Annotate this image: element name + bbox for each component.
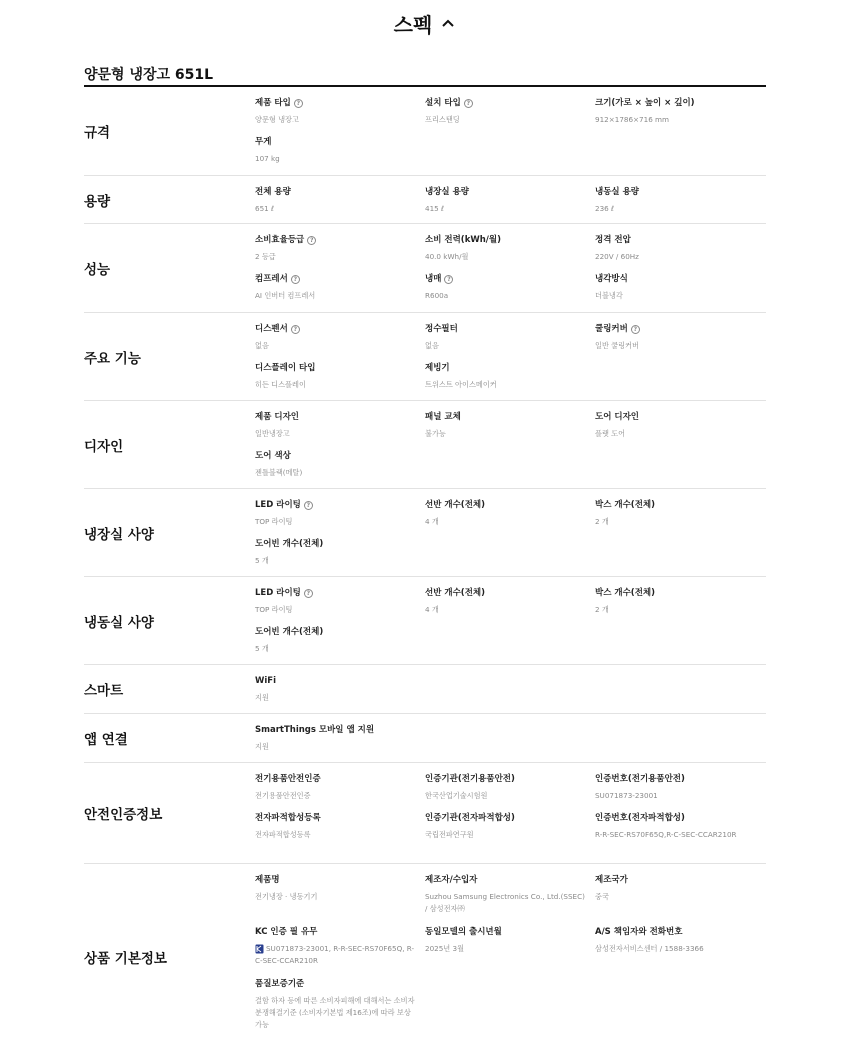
spec-label-text: 냉각방식: [595, 274, 628, 284]
spec-value-text: 912×1786×716 mm: [595, 115, 670, 124]
spec-value: [255, 790, 417, 802]
spec-grid: [255, 185, 765, 224]
spec-value: [425, 891, 587, 915]
spec-label: [255, 537, 425, 551]
spec-item: [255, 272, 425, 311]
spec-label: [595, 272, 765, 286]
spec-item: [255, 96, 425, 135]
spec-label: [595, 410, 765, 424]
spec-label: [255, 135, 425, 149]
spec-label: [255, 272, 425, 286]
spec-label-text: 인증기관(전자파적합성): [425, 813, 515, 823]
spec-value-text: 없음: [255, 341, 269, 350]
spec-value: [595, 428, 757, 440]
spec-value-text: 4 개: [425, 605, 439, 614]
spec-item: [595, 96, 765, 135]
spec-label: [595, 322, 765, 336]
spec-item: [255, 498, 425, 537]
spec-value-text: R-R-SEC-RS70F65Q,R-C-SEC-CCAR210R: [595, 830, 737, 839]
spec-label: [425, 873, 595, 887]
spec-title: 스펙: [393, 12, 433, 37]
spec-label: [255, 586, 425, 600]
spec-value: [595, 251, 757, 263]
info-icon[interactable]: ?: [304, 589, 313, 598]
spec-value-text: 전기냉장 · 냉동기기: [255, 892, 318, 901]
spec-section: [84, 313, 766, 401]
spec-value: [255, 203, 417, 215]
spec-item: [255, 135, 425, 174]
spec-item: [255, 233, 425, 272]
spec-label: [255, 625, 425, 639]
section-title: 규격: [84, 125, 111, 141]
spec-label: [255, 811, 425, 825]
spec-label: [595, 586, 765, 600]
spec-item: [255, 625, 425, 664]
spec-value: [595, 829, 757, 841]
spec-value-text: 히든 디스플레이: [255, 380, 306, 389]
spec-item: [255, 322, 425, 361]
spec-label-text: 소비효율등급: [255, 235, 305, 245]
spec-item: [255, 185, 425, 224]
spec-value-text: 양문형 냉장고: [255, 115, 299, 124]
spec-item: [595, 586, 765, 625]
spec-value-text: 중국: [595, 892, 609, 901]
spec-label-text: 박스 개수(전체): [595, 588, 655, 598]
spec-item: [425, 96, 595, 135]
spec-section: [84, 714, 766, 763]
spec-label-text: 냉매: [425, 274, 442, 284]
spec-item: [425, 185, 595, 224]
spec-label: [255, 410, 425, 424]
spec-value-text: SU071873-23001: [595, 791, 658, 800]
spec-value-text: 236 ℓ: [595, 204, 614, 213]
info-icon[interactable]: ?: [304, 501, 313, 510]
spec-label-text: 도어 색상: [255, 451, 291, 461]
spec-label-text: A/S 책임자와 전화번호: [595, 927, 683, 937]
info-icon[interactable]: ?: [294, 99, 303, 108]
spec-section: [84, 763, 766, 864]
spec-value-text: R600a: [425, 291, 449, 300]
spec-item: [425, 811, 595, 850]
model-title: 양문형 냉장고 651L: [84, 67, 214, 83]
spec-label: [255, 723, 425, 737]
spec-label: [425, 498, 595, 512]
spec-value-text: AI 인버터 컴프레서: [255, 291, 316, 300]
spec-grid: [255, 723, 765, 762]
spec-label-text: SmartThings 모바일 앱 지원: [255, 725, 375, 735]
spec-item: [255, 537, 425, 576]
spec-label: [425, 586, 595, 600]
spec-value-text: 한국산업기술시험원: [425, 791, 488, 800]
spec-grid: [255, 873, 765, 1029]
spec-value: [425, 428, 587, 440]
spec-grid: [255, 498, 765, 576]
spec-item: [595, 925, 765, 977]
spec-label: [255, 233, 425, 247]
spec-value: [255, 943, 417, 967]
spec-label: [595, 811, 765, 825]
spec-grid: [255, 772, 765, 850]
spec-value: [425, 790, 587, 802]
spec-value: [255, 741, 417, 753]
info-icon[interactable]: ?: [464, 99, 473, 108]
spec-label-text: 인증번호(전자파적합성): [595, 813, 685, 823]
spec-value-text: 40.0 kWh/월: [425, 252, 469, 261]
spec-label-text: 전체 용량: [255, 187, 291, 197]
spec-value-text: 결함 하자 등에 따른 소비자피해에 대해서는 소비자분쟁해결기준 (소비자기본법 제16조)에 따라 보상가능: [255, 996, 415, 1029]
spec-value: [255, 340, 417, 352]
spec-value-text: 2 개: [595, 517, 609, 526]
spec-item: [255, 723, 425, 762]
spec-value-text: 지원: [255, 693, 269, 702]
spec-value: [255, 114, 417, 126]
spec-label-text: 제빙기: [425, 363, 450, 373]
spec-value-text: 일반냉장고: [255, 429, 290, 438]
section-title: 스마트: [84, 683, 124, 699]
spec-value-text: 삼성전자서비스센터 / 1588-3366: [595, 944, 704, 953]
section-title: 주요 기능: [84, 350, 141, 367]
info-icon[interactable]: ?: [631, 325, 640, 334]
spec-label-text: 전기용품안전인증: [255, 774, 321, 784]
spec-label-text: 냉장실 용량: [425, 187, 470, 197]
spec-toggle[interactable]: [0, 8, 850, 38]
spec-sections: [84, 87, 766, 1049]
info-icon[interactable]: ?: [307, 236, 316, 245]
spec-label: [425, 410, 595, 424]
section-title: 용량: [84, 193, 111, 210]
spec-label-text: 디스플레이 타입: [255, 363, 316, 373]
spec-value: [255, 995, 417, 1031]
spec-label: [255, 977, 425, 991]
spec-value-text: 불가능: [425, 429, 446, 438]
spec-item: [425, 272, 595, 311]
spec-label: [425, 233, 595, 247]
spec-label: [595, 873, 765, 887]
spec-item: [255, 811, 425, 850]
spec-label-text: LED 라이팅: [255, 500, 301, 510]
spec-value-text: 프리스탠딩: [425, 115, 460, 124]
spec-value-text: 4 개: [425, 517, 439, 526]
spec-value: [425, 290, 587, 302]
spec-label-text: 패널 교체: [425, 412, 461, 422]
spec-label-text: 소비 전력(kWh/월): [425, 235, 501, 245]
spec-item: [425, 873, 595, 925]
spec-value-text: 220V / 60Hz: [595, 252, 639, 261]
spec-label-text: 정격 전압: [595, 235, 631, 245]
spec-label: [595, 925, 765, 939]
spec-label-text: LED 라이팅: [255, 588, 301, 598]
spec-label: [425, 272, 595, 286]
spec-value: [425, 379, 587, 391]
spec-item: [255, 674, 425, 713]
spec-label-text: 크기(가로 × 높이 × 깊이): [595, 98, 695, 108]
spec-label-text: 선반 개수(전체): [425, 500, 485, 510]
spec-value: [595, 790, 757, 802]
spec-item: [425, 586, 595, 625]
spec-value: [255, 290, 417, 302]
spec-value: [255, 692, 417, 704]
spec-label: [425, 361, 595, 375]
spec-item: [255, 873, 425, 925]
spec-label-text: 선반 개수(전체): [425, 588, 485, 598]
spec-item: [595, 185, 765, 224]
spec-label-text: 인증기관(전기용품안전): [425, 774, 515, 784]
spec-label: [425, 322, 595, 336]
spec-label: [255, 449, 425, 463]
spec-item: [425, 410, 595, 449]
spec-label-text: 냉동실 용량: [595, 187, 640, 197]
spec-value: [595, 604, 757, 616]
spec-label: [255, 96, 425, 110]
spec-section: [84, 665, 766, 714]
spec-value: [255, 153, 417, 165]
spec-section: [84, 401, 766, 489]
spec-item: [425, 233, 595, 272]
spec-value: [425, 604, 587, 616]
spec-label: [255, 674, 425, 688]
spec-value-text: Suzhou Samsung Electronics Co., Ltd.(SSEC) / 삼성전자㈜: [425, 892, 585, 913]
spec-value: [595, 891, 757, 903]
spec-value-text: 일반 쿨링커버: [595, 341, 639, 350]
spec-label-text: 박스 개수(전체): [595, 500, 655, 510]
spec-item: [595, 410, 765, 449]
spec-item: [425, 772, 595, 811]
spec-label-text: 쿨링커버: [595, 324, 628, 334]
spec-grid: [255, 586, 765, 664]
spec-label-text: 무게: [255, 137, 272, 147]
spec-value-text: TOP 라이팅: [255, 517, 293, 526]
section-title: 냉장실 사양: [84, 526, 154, 543]
spec-label: [255, 185, 425, 199]
spec-section: [84, 864, 766, 1049]
spec-value-text: 전기용품안전인증: [255, 791, 311, 800]
section-title: 안전인증정보: [84, 807, 163, 823]
spec-item: [255, 449, 425, 488]
spec-label-text: 설치 타입: [425, 98, 461, 108]
spec-label: [595, 498, 765, 512]
spec-label-text: 도어빈 개수(전체): [255, 539, 324, 549]
spec-item: [595, 873, 765, 925]
spec-value: [255, 891, 417, 903]
spec-label-text: 제조국가: [595, 875, 628, 885]
spec-value: [255, 829, 417, 841]
spec-item: [255, 410, 425, 449]
spec-item: [255, 586, 425, 625]
spec-value: [595, 203, 757, 215]
spec-item: [425, 498, 595, 537]
spec-grid: [255, 410, 765, 488]
spec-item: [595, 811, 765, 850]
spec-value: [255, 467, 417, 479]
spec-grid: [255, 233, 765, 311]
spec-item: [595, 322, 765, 361]
kc-mark-icon: [255, 944, 264, 954]
spec-label: [255, 772, 425, 786]
spec-value: [255, 379, 417, 391]
spec-item: [425, 925, 595, 977]
spec-value-text: 젠틀블랙(메탈): [255, 468, 303, 477]
spec-label: [595, 772, 765, 786]
spec-value: [255, 643, 417, 655]
spec-grid: [255, 96, 765, 174]
info-icon[interactable]: ?: [444, 275, 453, 284]
spec-label: [595, 233, 765, 247]
spec-item: [595, 772, 765, 811]
spec-label: [255, 322, 425, 336]
spec-label: [255, 873, 425, 887]
spec-label-text: 제조자/수입자: [425, 875, 478, 885]
spec-label-text: 인증번호(전기용품안전): [595, 774, 685, 784]
spec-label-text: WiFi: [255, 676, 277, 686]
spec-label: [255, 925, 425, 939]
spec-item: [595, 498, 765, 537]
spec-label-text: 제품명: [255, 875, 280, 885]
spec-value-text: 415 ℓ: [425, 204, 444, 213]
spec-value: [425, 114, 587, 126]
spec-item: [255, 925, 425, 977]
spec-label-text: 동일모델의 출시년월: [425, 927, 502, 937]
spec-value: [425, 203, 587, 215]
spec-label-text: 디스펜서: [255, 324, 288, 334]
spec-label: [255, 361, 425, 375]
spec-value-text: 더블냉각: [595, 291, 623, 300]
spec-value: [425, 516, 587, 528]
spec-label-text: 도어 디자인: [595, 412, 640, 422]
spec-value-text: 2025년 3월: [425, 944, 465, 953]
spec-label: [425, 772, 595, 786]
spec-label: [255, 498, 425, 512]
spec-section: [84, 224, 766, 313]
spec-value: [425, 251, 587, 263]
spec-value: [595, 943, 757, 955]
spec-section: [84, 577, 766, 665]
spec-value-text: 2 개: [595, 605, 609, 614]
section-title: 상품 기본정보: [84, 950, 167, 967]
spec-value: [595, 516, 757, 528]
spec-value-text: 651 ℓ: [255, 204, 274, 213]
spec-label-text: 제품 디자인: [255, 412, 300, 422]
spec-value: [255, 555, 417, 567]
spec-item: [425, 322, 595, 361]
spec-grid: [255, 674, 765, 713]
section-title: 디자인: [84, 438, 124, 455]
spec-item: [255, 977, 425, 1029]
spec-label-text: 제품 타입: [255, 98, 291, 108]
spec-item: [255, 772, 425, 811]
spec-label-text: KC 인증 필 유무: [255, 927, 318, 937]
spec-value: [595, 114, 757, 126]
spec-value-text: 플랫 도어: [595, 429, 626, 438]
info-icon[interactable]: ?: [291, 275, 300, 284]
spec-value: [255, 428, 417, 440]
spec-value-text: 107 kg: [255, 154, 280, 163]
spec-label: [425, 811, 595, 825]
spec-item: [595, 272, 765, 311]
info-icon[interactable]: ?: [291, 325, 300, 334]
spec-value-text: 국립전파연구원: [425, 830, 474, 839]
spec-label: [595, 185, 765, 199]
section-title: 앱 연결: [84, 732, 128, 748]
spec-value: [255, 604, 417, 616]
spec-value-text: 지원: [255, 742, 269, 751]
spec-value: [595, 290, 757, 302]
spec-label: [425, 925, 595, 939]
spec-value-text: 5 개: [255, 644, 269, 653]
spec-label-text: 정수필터: [425, 324, 458, 334]
spec-label: [425, 96, 595, 110]
spec-value: [255, 251, 417, 263]
spec-value-text: 없음: [425, 341, 439, 350]
spec-item: [595, 233, 765, 272]
spec-item: [255, 361, 425, 400]
spec-value-text: SU071873-23001, R-R-SEC-RS70F65Q, R-C-SEC-CCAR210R: [255, 944, 415, 965]
spec-item: [425, 361, 595, 400]
spec-value: [425, 829, 587, 841]
spec-value: [425, 340, 587, 352]
spec-label-text: 컴프레서: [255, 274, 288, 284]
section-title: 냉동실 사양: [84, 614, 154, 631]
section-title: 성능: [84, 262, 111, 278]
spec-value: [595, 340, 757, 352]
spec-grid: [255, 322, 765, 400]
spec-value-text: 5 개: [255, 556, 269, 565]
spec-value: [255, 516, 417, 528]
spec-section: [84, 176, 766, 224]
spec-value-text: TOP 라이팅: [255, 605, 293, 614]
spec-label: [595, 96, 765, 110]
spec-section: [84, 87, 766, 176]
chevron-up-icon: [440, 15, 456, 31]
spec-value-text: 트위스트 아이스메이커: [425, 380, 497, 389]
spec-label-text: 전자파적합성등록: [255, 813, 321, 823]
spec-value-text: 2 등급: [255, 252, 276, 261]
spec-value-text: 전자파적합성등록: [255, 830, 311, 839]
spec-label: [425, 185, 595, 199]
spec-section: [84, 489, 766, 577]
spec-value: [425, 943, 587, 955]
spec-label-text: 품질보증기준: [255, 979, 305, 989]
spec-label-text: 도어빈 개수(전체): [255, 627, 324, 637]
